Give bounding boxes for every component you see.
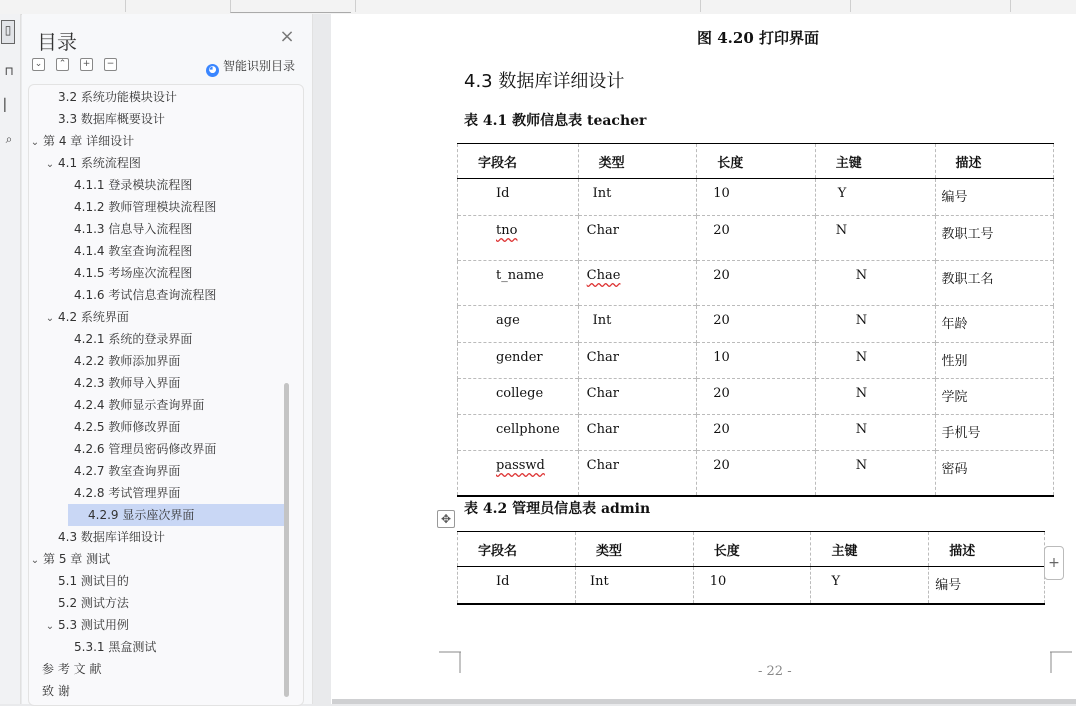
toc-item[interactable] [29, 658, 283, 680]
toc-item[interactable] [29, 460, 283, 482]
toc-item[interactable] [29, 394, 283, 416]
toc-item-label: 4.2.5 教师修改界面 [74, 420, 181, 434]
cell-text: 20 [713, 268, 730, 283]
toc-item[interactable] [29, 306, 283, 328]
table-cell[interactable] [458, 343, 579, 379]
toc-item[interactable] [29, 350, 283, 372]
table-cell[interactable] [458, 306, 579, 343]
toc-item[interactable] [29, 482, 283, 504]
cell-text: Int [590, 574, 609, 589]
table-row [458, 567, 1045, 605]
table-row [458, 343, 1054, 379]
table-cell[interactable] [815, 261, 935, 306]
add-column-button[interactable]: + [1044, 546, 1064, 580]
cell-text: N [855, 268, 868, 283]
table-row [458, 261, 1054, 306]
page-corner-mark [1050, 651, 1072, 673]
toc-item-label: 5.3.1 黑盒测试 [74, 640, 157, 654]
toc-item[interactable] [29, 174, 283, 196]
cell-text: 20 [713, 422, 730, 437]
table-header-cell [811, 532, 929, 567]
table-row [458, 179, 1054, 216]
chevron-down-icon[interactable]: ⌄ [30, 555, 40, 566]
cell-text: N [855, 458, 868, 473]
left-icon-rail [0, 14, 21, 704]
cell-text: Y [837, 186, 847, 201]
header-label: 类型 [596, 543, 623, 559]
table-cell[interactable] [458, 567, 576, 605]
table-cell[interactable] [578, 379, 697, 415]
toc-item[interactable] [29, 680, 283, 702]
table-header-cell [929, 532, 1045, 567]
toc-item[interactable] [29, 196, 283, 218]
toc-item[interactable] [29, 636, 283, 658]
toc-item[interactable] [29, 438, 283, 460]
cell-text: 手机号 [941, 426, 981, 441]
page-number: - 22 - [758, 664, 792, 679]
header-label: 描述 [949, 543, 976, 559]
table-cell[interactable] [697, 261, 815, 306]
table-cell[interactable] [815, 379, 935, 415]
toc-item[interactable] [29, 592, 283, 614]
table-header-cell [578, 144, 697, 179]
toc-item[interactable] [29, 548, 283, 570]
page-corner-mark [439, 651, 461, 673]
table-row [458, 451, 1054, 497]
cell-text: Char [586, 458, 619, 473]
table-cell[interactable] [458, 451, 579, 497]
toc-item-label: 3.2 系统功能模块设计 [58, 90, 177, 104]
table-row [458, 415, 1054, 451]
toc-item[interactable] [29, 152, 283, 174]
cell-text: 20 [713, 386, 730, 401]
table-cell[interactable] [697, 379, 815, 415]
table-cell[interactable] [576, 567, 694, 605]
toc-item-label: 4.2.6 管理员密码修改界面 [74, 442, 217, 456]
table-row [458, 306, 1054, 343]
cell-text: 编号 [935, 578, 962, 593]
horizontal-scrollbar[interactable] [332, 699, 1076, 704]
cell-text: 密码 [941, 462, 968, 477]
toc-item-label: 4.1 系统流程图 [58, 156, 141, 170]
nav-title: 目录 [37, 30, 77, 54]
toc-item[interactable] [29, 262, 283, 284]
header-label: 主键 [831, 543, 858, 559]
header-label: 长度 [713, 543, 740, 559]
table-cell[interactable] [578, 415, 697, 451]
table-cell[interactable] [935, 261, 1054, 306]
toc-item[interactable] [29, 218, 283, 240]
table-cell[interactable] [815, 451, 935, 497]
toc-item-label: 第 4 章 详细设计 [43, 134, 135, 148]
table-cell[interactable] [935, 415, 1054, 451]
close-icon[interactable]: × [279, 26, 295, 47]
table-cell[interactable] [815, 216, 935, 261]
table-header-cell [576, 532, 694, 567]
table-cell[interactable] [578, 306, 697, 343]
cell-text: N [855, 313, 868, 328]
table-cell[interactable] [815, 415, 935, 451]
cell-text: passwd [496, 458, 545, 473]
cell-text: 性别 [941, 354, 968, 369]
table-cell[interactable] [578, 343, 697, 379]
header-label: 类型 [598, 155, 625, 171]
toc-item-label: 4.1.1 登录模块流程图 [74, 178, 193, 192]
table-cell[interactable] [935, 451, 1054, 497]
table-cell[interactable] [935, 179, 1054, 216]
toc-item-label: 5.2 测试方法 [58, 596, 129, 610]
ruler-mark [850, 0, 851, 12]
table-cell[interactable] [697, 451, 815, 497]
table-cell[interactable] [935, 379, 1054, 415]
toc-item-label: 5.1 测试目的 [58, 574, 129, 588]
cell-text: 教职工名 [941, 272, 994, 287]
header-label: 字段名 [478, 155, 518, 171]
remove-heading-icon[interactable]: − [104, 58, 117, 71]
cell-text: Id [496, 186, 510, 201]
table-cell[interactable] [458, 379, 579, 415]
header-label: 长度 [717, 155, 744, 171]
cell-text: N [855, 386, 868, 401]
cell-text: 学院 [941, 390, 968, 405]
table-header-cell [458, 144, 579, 179]
table-cell[interactable] [458, 179, 579, 216]
chevron-down-icon[interactable]: ⌄ [45, 313, 55, 324]
table2-title: 表 4.2 管理员信息表 admin [464, 501, 651, 517]
toc-item-label: 3.3 数据库概要设计 [58, 112, 165, 126]
cell-text: 20 [713, 458, 730, 473]
table-header-cell [815, 144, 935, 179]
expand-all-icon[interactable]: ⌄ [32, 58, 45, 71]
toc-item-label: 4.2.4 教师显示查询界面 [74, 398, 205, 412]
toc-item[interactable] [29, 416, 283, 438]
table-move-handle-icon[interactable]: ✥ [437, 510, 455, 528]
table-cell[interactable] [929, 567, 1045, 605]
table-cell[interactable] [578, 451, 697, 497]
toc-item[interactable] [29, 284, 283, 306]
table-cell[interactable] [578, 179, 697, 216]
table-row [458, 379, 1054, 415]
toc-panel-icon[interactable]: ▯ [1, 20, 15, 44]
toc-item-label: 致 谢 [42, 684, 70, 698]
toc-item-label: 4.2.2 教师添加界面 [74, 354, 181, 368]
figure-caption: 图 4.20 打印界面 [697, 29, 819, 47]
cell-text: 编号 [941, 190, 968, 205]
cell-text: Char [586, 422, 619, 437]
toc-list [28, 84, 304, 706]
cell-text: 20 [713, 313, 730, 328]
toc-item[interactable] [29, 130, 283, 152]
toc-scrollbar[interactable] [284, 383, 289, 697]
toc-item[interactable] [29, 108, 283, 130]
ruler-mark [700, 0, 701, 12]
cell-text: age [496, 313, 520, 328]
chevron-down-icon[interactable]: ⌄ [45, 159, 55, 170]
toc-item-label: 4.2.7 教室查询界面 [74, 464, 181, 478]
toc-item-label: 4.2.3 教师导入界面 [74, 376, 181, 390]
table1-title: 表 4.1 教师信息表 teacher [464, 113, 647, 129]
ruler-mark [1010, 0, 1011, 12]
cell-text: gender [496, 350, 543, 365]
table-cell[interactable] [811, 567, 929, 605]
document-page [331, 14, 1076, 704]
cell-text: t_name [496, 268, 544, 283]
table-cell[interactable] [935, 306, 1054, 343]
table-header-cell [697, 144, 815, 179]
cell-text: Y [831, 574, 841, 589]
toc-item[interactable] [29, 372, 283, 394]
toc-item-label: 第 5 章 测试 [43, 552, 111, 566]
toc-item-label: 4.1.4 教室查询流程图 [74, 244, 193, 258]
cell-text: Char [586, 350, 619, 365]
ruler-mark [125, 0, 126, 12]
cell-text: 年龄 [941, 317, 968, 332]
cell-text: 10 [713, 350, 730, 365]
header-label: 字段名 [478, 543, 518, 559]
table-cell[interactable] [458, 261, 579, 306]
table-cell[interactable] [815, 306, 935, 343]
cell-text: Chae [586, 268, 621, 283]
toc-item-label: 参 考 文 献 [42, 662, 102, 676]
table-cell[interactable] [697, 343, 815, 379]
toc-item-label: 4.1.5 考场座次流程图 [74, 266, 193, 280]
toc-item[interactable] [29, 328, 283, 350]
toc-item-label: 4.3 数据库详细设计 [58, 530, 165, 544]
toc-item-label: 4.1.6 考试信息查询流程图 [74, 288, 217, 302]
admin-table [457, 531, 1045, 605]
toc-item-label: 4.2 系统界面 [58, 310, 129, 324]
cell-text: N [835, 223, 848, 238]
chevron-down-icon[interactable]: ⌄ [30, 137, 40, 148]
toc-item[interactable] [29, 86, 283, 108]
ai-icon: ◕ [206, 64, 219, 77]
bookmark-panel-icon[interactable]: ⊓ [4, 64, 14, 78]
toc-item-label: 4.2.9 显示座次界面 [88, 508, 195, 522]
table-header-cell [693, 532, 811, 567]
table-cell[interactable] [458, 216, 579, 261]
table-cell[interactable] [815, 343, 935, 379]
toc-item-label: 5.3 测试用例 [58, 618, 129, 632]
cell-text: Char [586, 386, 619, 401]
toc-item[interactable] [29, 614, 283, 636]
toc-item[interactable] [29, 240, 283, 262]
toc-item-label: 4.1.3 信息导入流程图 [74, 222, 193, 236]
table-header-cell [935, 144, 1054, 179]
table-cell[interactable] [458, 415, 579, 451]
table-cell[interactable] [697, 216, 815, 261]
table-cell[interactable] [697, 179, 815, 216]
table-header-cell [458, 532, 576, 567]
smart-toc-label: 智能识别目录 [223, 59, 296, 73]
collapse-all-icon[interactable]: ⌃ [56, 58, 69, 71]
cell-text: Char [586, 223, 619, 238]
cell-text: Int [592, 186, 612, 201]
cell-text: N [855, 350, 868, 365]
ruler-mark [230, 0, 351, 13]
cell-text: Int [592, 313, 612, 328]
cell-text: tno [496, 223, 518, 238]
cell-text: 10 [709, 574, 727, 589]
table-cell[interactable] [693, 567, 811, 605]
toc-item-label: 4.2.8 考试管理界面 [74, 486, 181, 500]
table-cell[interactable] [578, 216, 697, 261]
cell-text: 教职工号 [941, 227, 994, 242]
cell-text: cellphone [496, 422, 560, 437]
toc-item-label: 4.1.2 教师管理模块流程图 [74, 200, 217, 214]
page-panel-icon[interactable]: ▏ [4, 98, 14, 112]
teacher-table [457, 143, 1054, 497]
cell-text: college [496, 386, 544, 401]
table-cell[interactable] [935, 216, 1054, 261]
header-label: 描述 [955, 155, 982, 171]
cell-text: 10 [713, 186, 730, 201]
toc-item-label: 4.2.1 系统的登录界面 [74, 332, 193, 346]
table-cell[interactable] [697, 415, 815, 451]
ruler-mark [355, 0, 356, 12]
table-cell[interactable] [697, 306, 815, 343]
table-row [458, 216, 1054, 261]
section-heading: 4.3 数据库详细设计 [464, 71, 625, 92]
chevron-down-icon[interactable]: ⌄ [45, 621, 55, 632]
table-cell[interactable] [578, 261, 697, 306]
smart-toc-button[interactable] [206, 57, 295, 77]
toc-navigation-pane [22, 14, 313, 704]
table-cell[interactable] [815, 179, 935, 216]
cell-text: N [855, 422, 868, 437]
header-label: 主键 [835, 155, 862, 171]
top-ruler [0, 0, 1076, 15]
table-cell[interactable] [935, 343, 1054, 379]
toc-item[interactable] [68, 504, 284, 526]
cell-text: Id [496, 574, 510, 589]
search-icon[interactable]: ⌕ [5, 132, 13, 146]
add-heading-icon[interactable]: + [80, 58, 93, 71]
cell-text: 20 [713, 223, 730, 238]
toc-item[interactable] [29, 570, 283, 592]
document-canvas [313, 14, 1076, 704]
toc-item[interactable] [29, 526, 283, 548]
